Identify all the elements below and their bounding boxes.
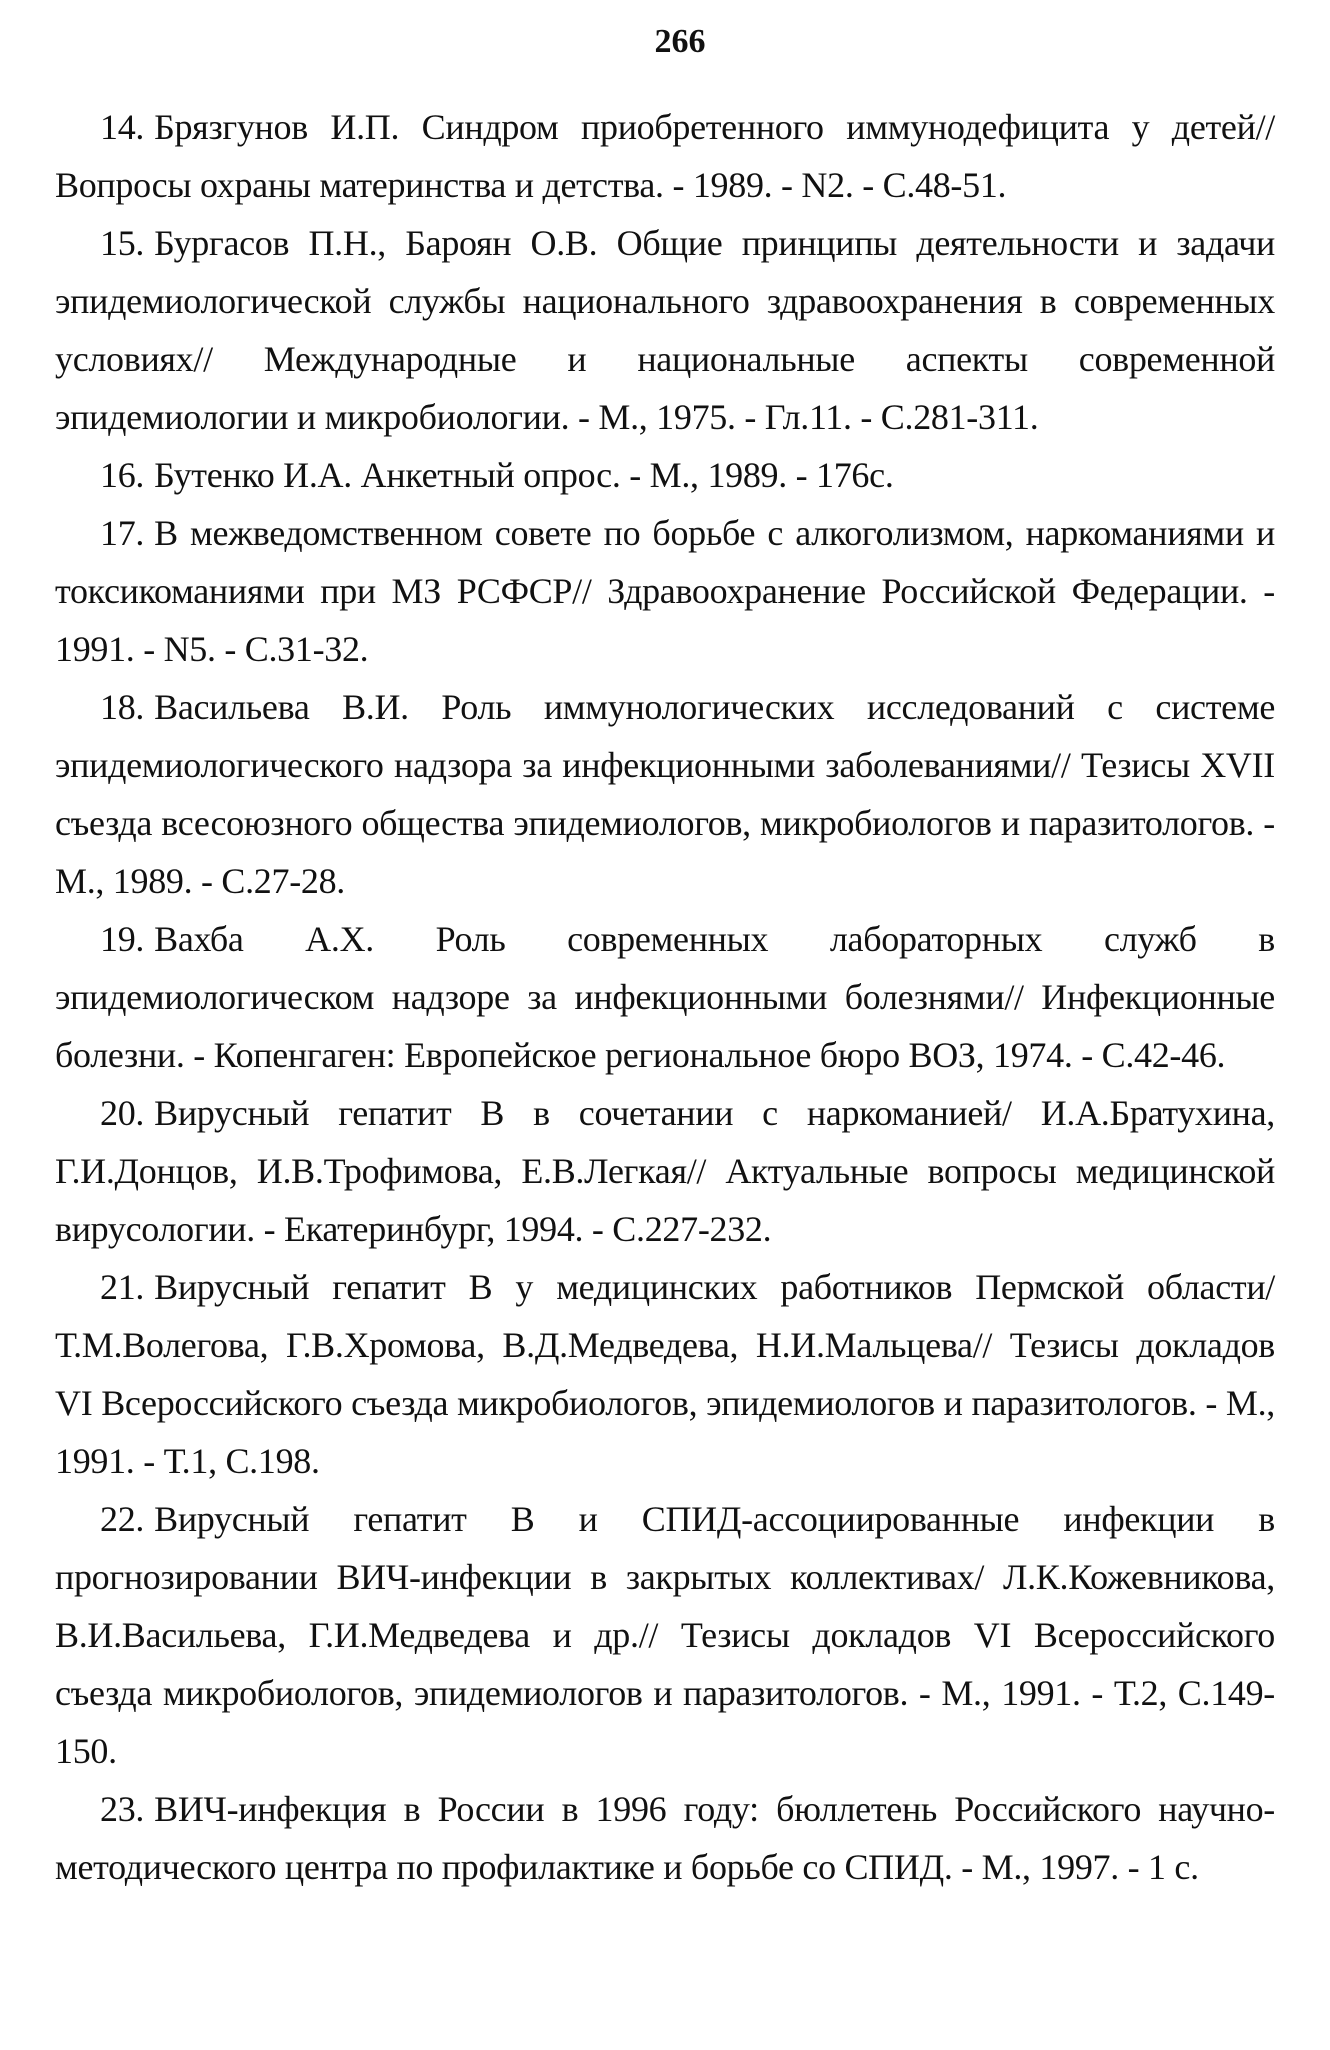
reference-list <box>55 98 1275 1896</box>
reference-text: ВИЧ-инфекция в России в 1996 году: бюллетень Российского научно-методического центра по профилактике и борьбе со СПИД. - М., 1997. - 1 с. <box>55 1789 1275 1887</box>
reference-text: Бутенко И.А. Анкетный опрос. - М., 1989. - 176с. <box>154 455 894 495</box>
reference-item <box>55 910 1275 1084</box>
reference-item <box>55 1084 1275 1258</box>
reference-number: 14. <box>100 107 145 147</box>
reference-text: Бургасов П.Н., Бароян О.В. Общие принципы деятельности и задачи эпидемиологической службы национального здравоохранения в современных условиях// Международные и национальные аспекты современной эпидемиологии и микробиологии. - М., 1975. - Гл.11. - С.281-311. <box>55 223 1275 437</box>
reference-number: 18. <box>100 687 145 727</box>
reference-number: 19. <box>100 919 145 959</box>
reference-text: Вирусный гепатит В и СПИД-ассоциированные инфекции в прогнозировании ВИЧ-инфекции в закрытых коллективах/ Л.К.Кожевникова, В.И.Васильева, Г.И.Медведева и др.// Тезисы докладов VI Всероссийского съезда микробиологов, эпидемиологов и паразитологов. - М., 1991. - Т.2, С.149-150. <box>55 1499 1275 1771</box>
reference-number: 16. <box>100 455 145 495</box>
reference-text: Брязгунов И.П. Синдром приобретенного иммунодефицита у детей// Вопросы охраны материнства и детства. - 1989. - N2. - С.48-51. <box>55 107 1275 205</box>
reference-text: В межведомственном совете по борьбе с алкоголизмом, наркоманиями и токсикоманиями при МЗ РСФСР// Здравоохранение Российской Федерации. - 1991. - N5. - С.31-32. <box>55 513 1275 669</box>
reference-text: Васильева В.И. Роль иммунологических исследований с системе эпидемиологического надзора за инфекционными заболеваниями// Тезисы XVII съезда всесоюзного общества эпидемиологов, микробиологов и паразитологов. - М., 1989. - С.27-28. <box>55 687 1275 901</box>
reference-text: Вирусный гепатит В в сочетании с наркоманией/ И.А.Братухина, Г.И.Донцов, И.В.Трофимова, Е.В.Легкая// Актуальные вопросы медицинской вирусологии. - Екатеринбург, 1994. - С.227-232. <box>55 1093 1275 1249</box>
page-number: 266 <box>654 23 706 60</box>
reference-number: 22. <box>100 1499 145 1539</box>
reference-item <box>55 678 1275 910</box>
reference-number: 23. <box>100 1789 145 1829</box>
reference-item <box>55 1780 1275 1896</box>
reference-item <box>55 504 1275 678</box>
reference-item <box>55 1258 1275 1490</box>
reference-item <box>55 98 1275 214</box>
reference-item <box>55 214 1275 446</box>
reference-number: 15. <box>100 223 145 263</box>
reference-item <box>55 1490 1275 1780</box>
reference-text: Вахба А.Х. Роль современных лабораторных служб в эпидемиологическом надзоре за инфекционными болезнями// Инфекционные болезни. - Копенгаген: Европейское региональное бюро ВОЗ, 1974. - С.42-46. <box>55 919 1275 1075</box>
reference-text: Вирусный гепатит В у медицинских работников Пермской области/ Т.М.Волегова, Г.В.Хромова, В.Д.Медведева, Н.И.Мальцева// Тезисы докладов VI Всероссийского съезда микробиологов, эпидемиологов и паразитологов. - М., 1991. - Т.1, С.198. <box>55 1267 1275 1481</box>
reference-number: 21. <box>100 1267 145 1307</box>
reference-item <box>55 446 1275 504</box>
reference-number: 17. <box>100 513 145 553</box>
reference-number: 20. <box>100 1093 145 1133</box>
